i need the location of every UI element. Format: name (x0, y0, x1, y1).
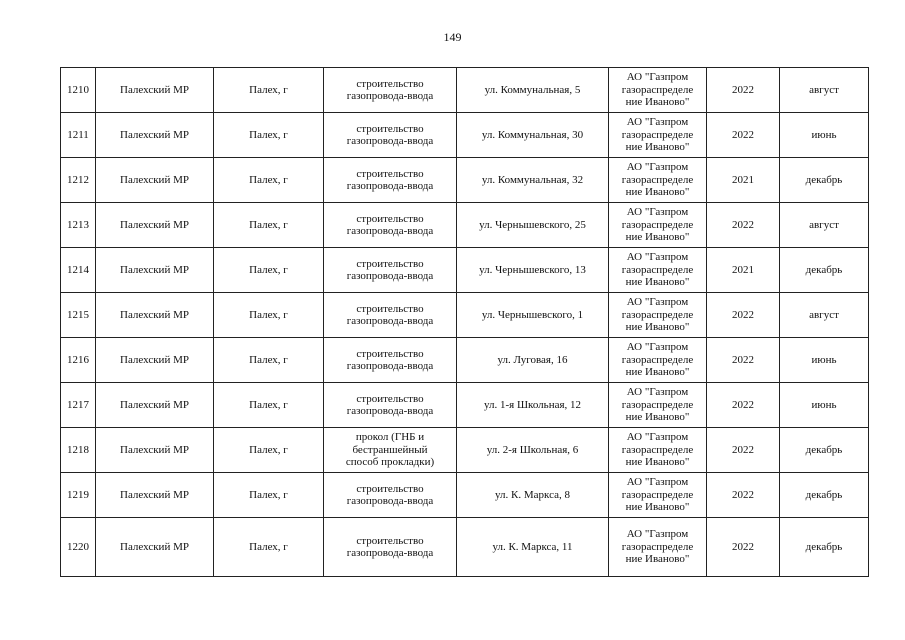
address-cell: ул. Луговая, 16 (457, 338, 609, 383)
row-number: 1215 (61, 293, 96, 338)
district-cell: Палехский МР (96, 383, 214, 428)
work-type-cell: строительство газопровода-ввода (324, 293, 457, 338)
month-cell: декабрь (780, 248, 869, 293)
month-cell: июнь (780, 383, 869, 428)
year-cell: 2021 (707, 248, 780, 293)
settlement-cell: Палех, г (214, 518, 324, 577)
row-number: 1213 (61, 203, 96, 248)
table-row (61, 518, 869, 577)
work-type-cell: строительство газопровода-ввода (324, 473, 457, 518)
year-cell: 2022 (707, 338, 780, 383)
month-cell: август (780, 68, 869, 113)
row-number: 1220 (61, 518, 96, 577)
organization-cell: АО "Газпром газораспределе ние Иваново" (609, 203, 707, 248)
work-type-cell: строительство газопровода-ввода (324, 158, 457, 203)
year-cell: 2021 (707, 158, 780, 203)
work-type-cell: строительство газопровода-ввода (324, 248, 457, 293)
address-cell: ул. Чернышевского, 13 (457, 248, 609, 293)
year-cell: 2022 (707, 383, 780, 428)
organization-cell: АО "Газпром газораспределе ние Иваново" (609, 113, 707, 158)
district-cell: Палехский МР (96, 158, 214, 203)
row-number: 1214 (61, 248, 96, 293)
organization-cell: АО "Газпром газораспределе ние Иваново" (609, 383, 707, 428)
work-type-cell: строительство газопровода-ввода (324, 383, 457, 428)
organization-cell: АО "Газпром газораспределе ние Иваново" (609, 68, 707, 113)
month-cell: декабрь (780, 158, 869, 203)
table-row (61, 473, 869, 518)
work-type-cell: строительство газопровода-ввода (324, 68, 457, 113)
table-row (61, 383, 869, 428)
organization-cell: АО "Газпром газораспределе ние Иваново" (609, 473, 707, 518)
district-cell: Палехский МР (96, 203, 214, 248)
month-cell: июнь (780, 338, 869, 383)
work-type-cell: строительство газопровода-ввода (324, 113, 457, 158)
month-cell: июнь (780, 113, 869, 158)
table-row (61, 68, 869, 113)
settlement-cell: Палех, г (214, 428, 324, 473)
work-type-cell: строительство газопровода-ввода (324, 338, 457, 383)
address-cell: ул. Коммунальная, 5 (457, 68, 609, 113)
row-number: 1210 (61, 68, 96, 113)
row-number: 1217 (61, 383, 96, 428)
organization-cell: АО "Газпром газораспределе ние Иваново" (609, 293, 707, 338)
district-cell: Палехский МР (96, 293, 214, 338)
month-cell: декабрь (780, 428, 869, 473)
row-number: 1219 (61, 473, 96, 518)
address-cell: ул. 2-я Школьная, 6 (457, 428, 609, 473)
year-cell: 2022 (707, 518, 780, 577)
organization-cell: АО "Газпром газораспределе ние Иваново" (609, 518, 707, 577)
year-cell: 2022 (707, 473, 780, 518)
settlement-cell: Палех, г (214, 338, 324, 383)
district-cell: Палехский МР (96, 113, 214, 158)
settlement-cell: Палех, г (214, 248, 324, 293)
organization-cell: АО "Газпром газораспределе ние Иваново" (609, 428, 707, 473)
address-cell: ул. К. Маркса, 11 (457, 518, 609, 577)
address-cell: ул. Чернышевского, 25 (457, 203, 609, 248)
settlement-cell: Палех, г (214, 68, 324, 113)
row-number: 1218 (61, 428, 96, 473)
row-number: 1211 (61, 113, 96, 158)
work-type-cell: строительство газопровода-ввода (324, 203, 457, 248)
month-cell: август (780, 203, 869, 248)
table-row (61, 113, 869, 158)
settlement-cell: Палех, г (214, 473, 324, 518)
settlement-cell: Палех, г (214, 203, 324, 248)
settlement-cell: Палех, г (214, 158, 324, 203)
district-cell: Палехский МР (96, 428, 214, 473)
address-cell: ул. Коммунальная, 30 (457, 113, 609, 158)
month-cell: декабрь (780, 518, 869, 577)
organization-cell: АО "Газпром газораспределе ние Иваново" (609, 338, 707, 383)
settlement-cell: Палех, г (214, 383, 324, 428)
work-type-cell: строительство газопровода-ввода (324, 518, 457, 577)
year-cell: 2022 (707, 113, 780, 158)
district-cell: Палехский МР (96, 518, 214, 577)
settlement-cell: Палех, г (214, 113, 324, 158)
address-cell: ул. К. Маркса, 8 (457, 473, 609, 518)
table-row (61, 293, 869, 338)
district-cell: Палехский МР (96, 473, 214, 518)
district-cell: Палехский МР (96, 248, 214, 293)
year-cell: 2022 (707, 428, 780, 473)
table-row (61, 203, 869, 248)
table-row (61, 428, 869, 473)
district-cell: Палехский МР (96, 68, 214, 113)
month-cell: декабрь (780, 473, 869, 518)
year-cell: 2022 (707, 68, 780, 113)
district-cell: Палехский МР (96, 338, 214, 383)
work-type-cell: прокол (ГНБ и бестраншейный способ прокладки) (324, 428, 457, 473)
gas-connection-table (60, 67, 869, 577)
address-cell: ул. Чернышевского, 1 (457, 293, 609, 338)
table-row (61, 248, 869, 293)
table-row (61, 158, 869, 203)
organization-cell: АО "Газпром газораспределе ние Иваново" (609, 248, 707, 293)
row-number: 1216 (61, 338, 96, 383)
address-cell: ул. 1-я Школьная, 12 (457, 383, 609, 428)
year-cell: 2022 (707, 203, 780, 248)
month-cell: август (780, 293, 869, 338)
organization-cell: АО "Газпром газораспределе ние Иваново" (609, 158, 707, 203)
row-number: 1212 (61, 158, 96, 203)
table-row (61, 338, 869, 383)
page-number: 149 (443, 30, 462, 44)
address-cell: ул. Коммунальная, 32 (457, 158, 609, 203)
year-cell: 2022 (707, 293, 780, 338)
settlement-cell: Палех, г (214, 293, 324, 338)
